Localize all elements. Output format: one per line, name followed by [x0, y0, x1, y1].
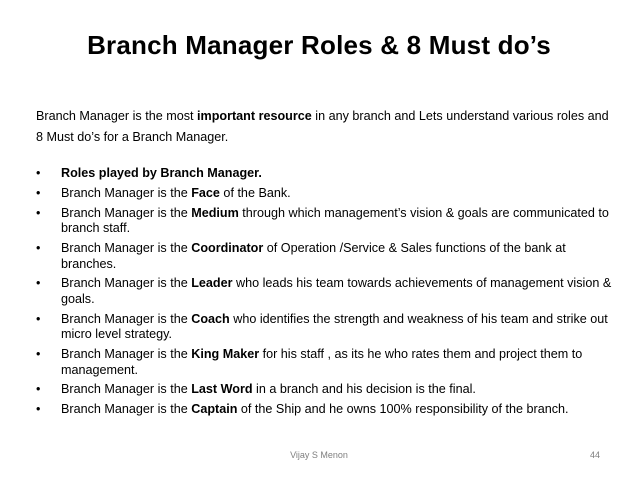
bullet-marker: •: [36, 382, 41, 397]
bullet-text-before: Branch Manager is the: [61, 185, 192, 200]
bullet-item: [36, 166, 616, 182]
bullet-marker: •: [36, 276, 41, 291]
bullet-text-before: Branch Manager is the: [61, 311, 192, 326]
bullet-text-after: in a branch and his decision is the final.: [252, 382, 476, 397]
intro-text-before: Branch Manager is the most: [36, 109, 197, 123]
bullet-marker: •: [36, 311, 41, 326]
bullet-marker: •: [36, 347, 41, 362]
bullet-text-before: Branch Manager is the: [61, 276, 192, 291]
intro-bold-text: important resource: [197, 109, 312, 123]
bullet-item: [36, 312, 616, 343]
bullet-text-after: who leads his team towards achievements of management vision & goals.: [61, 276, 612, 306]
bullet-item: [36, 186, 616, 202]
intro-text-after: in any branch and Lets understand various roles and 8 Must do’s for a Branch Manager.: [36, 109, 609, 144]
slide-title: Branch Manager Roles & 8 Must do’s: [87, 30, 551, 60]
bullet-text-before: Branch Manager is the: [61, 382, 192, 397]
bullet-marker: •: [36, 166, 41, 180]
bullet-text-after: of the Ship and he owns 100% responsibility of the branch.: [237, 402, 569, 417]
bullet-text-before: Branch Manager is the: [61, 240, 192, 255]
bullet-item: [36, 241, 616, 272]
bullet-marker: •: [36, 402, 41, 417]
bullet-item: [36, 402, 616, 418]
bullet-bold-text: Roles played by Branch Manager.: [61, 166, 262, 180]
footer-author: Vijay S Menon: [290, 450, 348, 460]
bullet-text-after: who identifies the strength and weakness of his team and strike out micro level strategy.: [61, 311, 608, 342]
bullet-bold-text: Face: [191, 185, 220, 200]
bullet-bold-text: King Maker: [191, 347, 260, 362]
bullet-text-after: of Operation /Service & Sales functions of the bank at branches.: [61, 240, 566, 271]
page-number: 44: [589, 450, 600, 460]
bullet-list: [36, 166, 616, 422]
bullet-text-before: Branch Manager is the: [61, 205, 192, 220]
bullet-text-after: of the Bank.: [219, 185, 291, 200]
intro-paragraph: [36, 106, 616, 148]
bullet-bold-text: Coordinator: [191, 240, 264, 255]
bullet-item: [36, 276, 616, 307]
bullet-bold-text: Coach: [191, 311, 230, 326]
bullet-item: [36, 382, 616, 398]
bullet-bold-text: Last Word: [191, 382, 253, 397]
bullet-marker: •: [36, 205, 41, 220]
bullet-text-after: for his staff , as its he who rates them and project them to management.: [61, 347, 583, 377]
bullet-text-before: Branch Manager is the: [61, 347, 192, 362]
bullet-bold-text: Captain: [191, 402, 238, 417]
bullet-text-before: Branch Manager is the: [61, 402, 192, 417]
bullet-marker: •: [36, 240, 41, 255]
bullet-bold-text: Medium: [191, 205, 239, 220]
bullet-marker: •: [36, 185, 41, 200]
bullet-text-after: through which management’s vision & goals are communicated to branch staff.: [61, 205, 609, 236]
bullet-item: [36, 206, 616, 237]
bullet-item: [36, 347, 616, 378]
bullet-bold-text: Leader: [191, 276, 233, 291]
